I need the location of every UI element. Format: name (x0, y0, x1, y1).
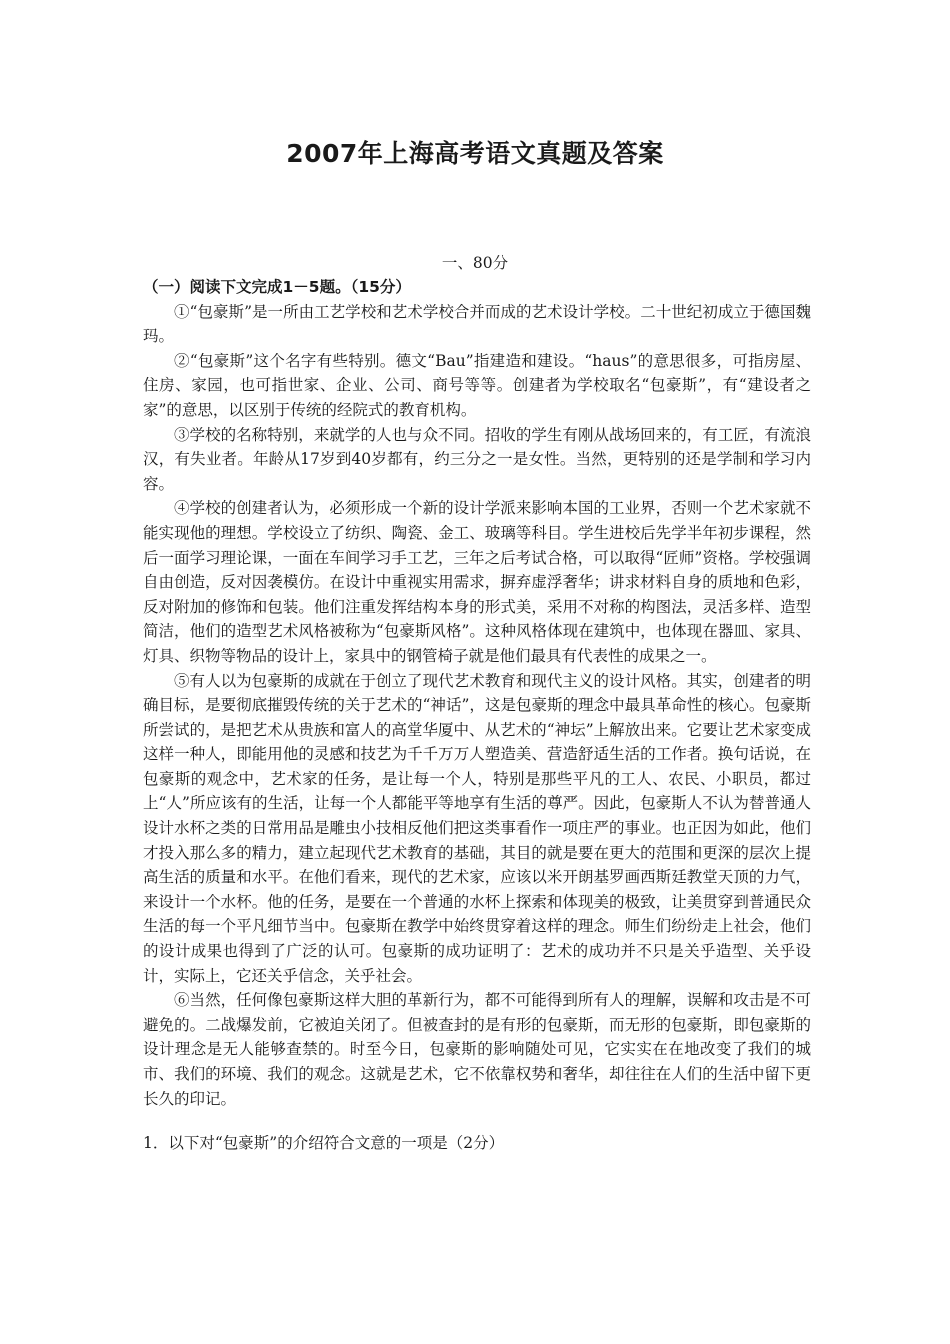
section-heading: （一）阅读下文完成1－5题。（15分） (143, 278, 411, 296)
question-1: 1．以下对“包豪斯”的介绍符合文意的一项是（2分） (143, 1134, 505, 1153)
paragraph-6: ⑥当然，任何像包豪斯这样大胆的革新行为，都不可能得到所有人的理解，误解和攻击是不可避免的。二战爆发前，它被迫关闭了。但被查封的是有形的包豪斯，而无形的包豪斯，即包豪斯的设计理念是无人能够查禁的。时至今日，包豪斯的影响随处可见，它实实在在地改变了我们的城市、我们的环境、我们的观念。这就是艺术，它不依靠权势和奢华，却往往在人们的生活中留下更长久的印记。 (143, 991, 811, 1108)
paragraph-1: ①“包豪斯”是一所由工艺学校和艺术学校合并而成的艺术设计学校。二十世纪初成立于德国魏玛。 (143, 302, 811, 346)
document-title: 2007年上海高考语文真题及答案 (286, 139, 664, 168)
paragraph-3: ③学校的名称特别，来就学的人也与众不同。招收的学生有刚从战场回来的，有工匠，有流浪汉，有失业者。年龄从17岁到40岁都有，约三分之一是女性。当然，更特别的还是学制和学习内容。 (143, 425, 811, 493)
document-body (143, 275, 811, 1156)
paragraph-4: ④学校的创建者认为，必须形成一个新的设计学派来影响本国的工业界，否则一个艺术家就不能实现他的理想。学校设立了纺织、陶瓷、金工、玻璃等科目。学生进校后先学半年初步课程，然后一面学习理论课，一面在车间学习手工艺，三年之后考试合格，可以取得“匠师”资格。学校强调自由创造，反对因袭模仿。在设计中重视实用需求，摒弃虚浮奢华；讲求材料自身的质地和色彩，反对附加的修饰和包装。他们注重发挥结构本身的形式美，采用不对称的构图法，灵活多样、造型简洁，他们的造型艺术风格被称为“包豪斯风格”。这种风格体现在建筑中，也体现在器皿、家具、灯具、织物等物品的设计上，家具中的钢管椅子就是他们最具有代表性的成果之一。 (143, 499, 811, 665)
paragraph-2: ②“包豪斯”这个名字有些特别。德文“Bau”指建造和建设。“haus”的意思很多，可指房屋、住房、家园，也可指世家、企业、公司、商号等等。创建者为学校取名“包豪斯”，有“建设者之家”的意思，以区别于传统的经院式的教育机构。 (143, 351, 811, 419)
paragraph-5: ⑤有人以为包豪斯的成就在于创立了现代艺术教育和现代主义的设计风格。其实，创建者的明确目标，是要彻底摧毁传统的关于艺术的“神话”，这是包豪斯的理念中最具革命性的核心。包豪斯所尝试的，是把艺术从贵族和富人的高堂华厦中、从艺术的“神坛”上解放出来。它要让艺术家变成这样一种人，即能用他的灵感和技艺为千千万万人塑造美、营造舒适生活的工作者。换句话说，在包豪斯的观念中，艺术家的任务，是让每一个人，特别是那些平凡的工人、农民、小职员，都过上“人”所应该有的生活，让每一个人都能平等地享有生活的尊严。因此，包豪斯人不认为替普通人设计水杯之类的日常用品是雕虫小技相反他们把这类事看作一项庄严的事业。也正因为如此，他们才投入那么多的精力，建立起现代艺术教育的基础，其目的就是要在更大的范围和更深的层次上提高生活的质量和水平。在他们看来，现代的艺术家，应该以米开朗基罗画西斯廷教堂天顶的力气，来设计一个水杯。他的任务，是要在一个普通的水杯上探索和体现美的极致，让美贯穿到普通民众生活的每一个平凡细节当中。包豪斯在教学中始终贯穿着这样的理念。师生们纷纷走上社会，他们的设计成果也得到了广泛的认可。包豪斯的成功证明了：艺术的成功并不只是关乎造型、关乎设计，实际上，它还关乎信念，关乎社会。 (143, 671, 811, 985)
part-heading: 一、80分 (441, 254, 509, 272)
